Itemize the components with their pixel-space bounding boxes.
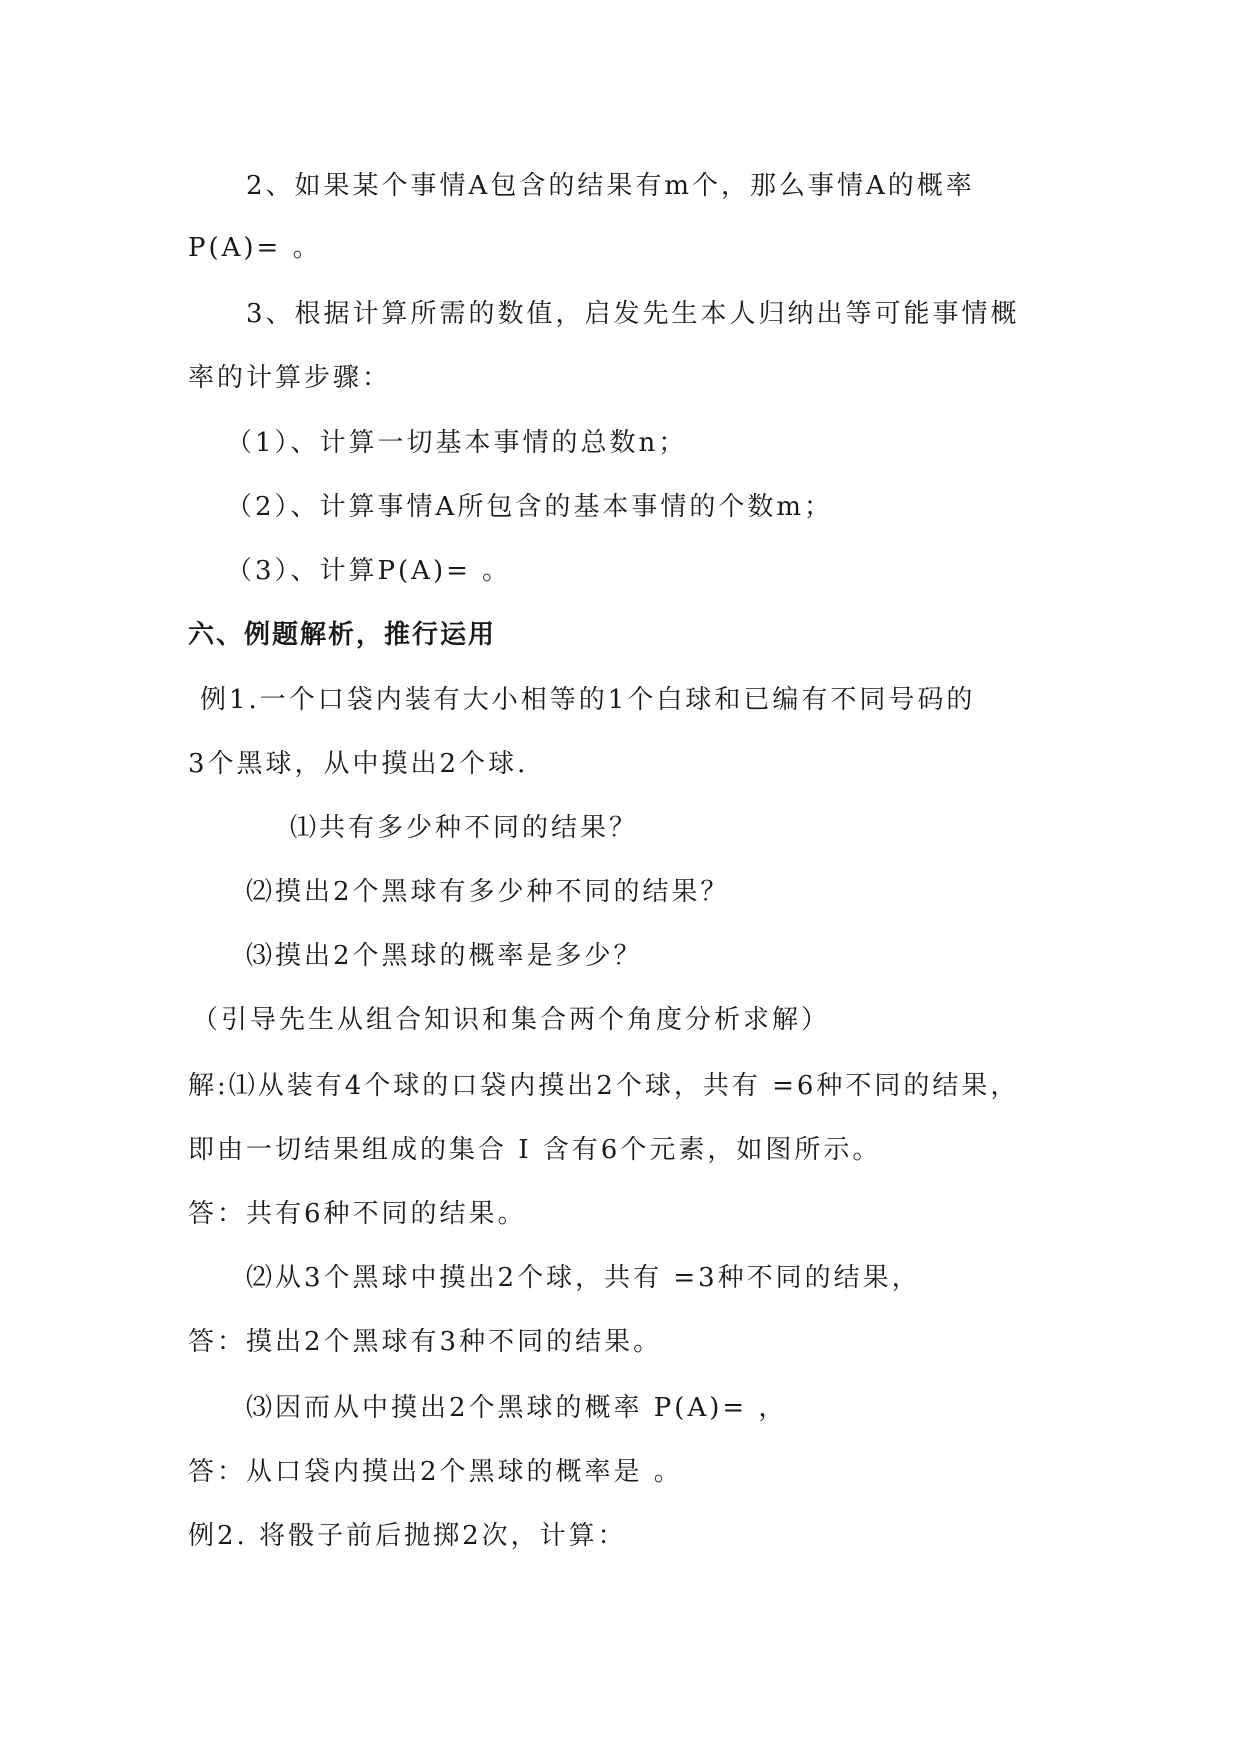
text-line-2: P(A)= 。 <box>188 233 322 263</box>
guide-note: （引导先生从组合知识和集合两个角度分析求解） <box>192 1005 831 1035</box>
answer-3: 答：从口袋内摸出2个黑球的概率是 。 <box>188 1457 683 1487</box>
solution-line-2: 即由一切结果组成的集合 I 含有6个元素，如图所示。 <box>188 1135 882 1165</box>
question-1: ⑴共有多少种不同的结果？ <box>290 813 639 843</box>
list-item-step-2: （2）、计算事情A所包含的基本事情的个数m； <box>226 492 833 522</box>
answer-1: 答：共有6种不同的结果。 <box>188 1199 527 1229</box>
question-3: ⑶摸出2个黑球的概率是多少？ <box>246 941 643 971</box>
example-1-line-2: 3个黑球，从中摸出2个球. <box>188 749 529 779</box>
list-item-step-1: （1）、计算一切基本事情的总数n； <box>226 428 688 458</box>
text-line-1: 2、如果某个事情A包含的结果有m个，那么事情A的概率 <box>246 171 975 201</box>
question-2: ⑵摸出2个黑球有多少种不同的结果？ <box>246 877 730 907</box>
solution-line-1: 解:⑴从装有4个球的口袋内摸出2个球，共有 =6种不同的结果， <box>188 1071 1020 1101</box>
text-line-4: 率的计算步骤： <box>188 363 392 393</box>
example-1-line-1: 例1.一个口袋内装有大小相等的1个白球和已编有不同号码的 <box>200 685 976 715</box>
section-heading: 六、例题解析，推行运用 <box>188 620 497 650</box>
text-line-3: 3、根据计算所需的数值，启发先生本人归纳出等可能事情概 <box>246 299 1020 329</box>
example-2-line-1: 例2. 将骰子前后抛掷2次，计算： <box>188 1521 627 1551</box>
answer-2: 答：摸出2个黑球有3种不同的结果。 <box>188 1327 663 1357</box>
list-item-step-3: （3）、计算P(A)= 。 <box>226 556 512 586</box>
solution-line-4: ⑶因而从中摸出2个黑球的概率 P(A)= ， <box>246 1393 788 1423</box>
solution-line-3: ⑵从3个黑球中摸出2个球，共有 =3种不同的结果， <box>246 1263 921 1293</box>
